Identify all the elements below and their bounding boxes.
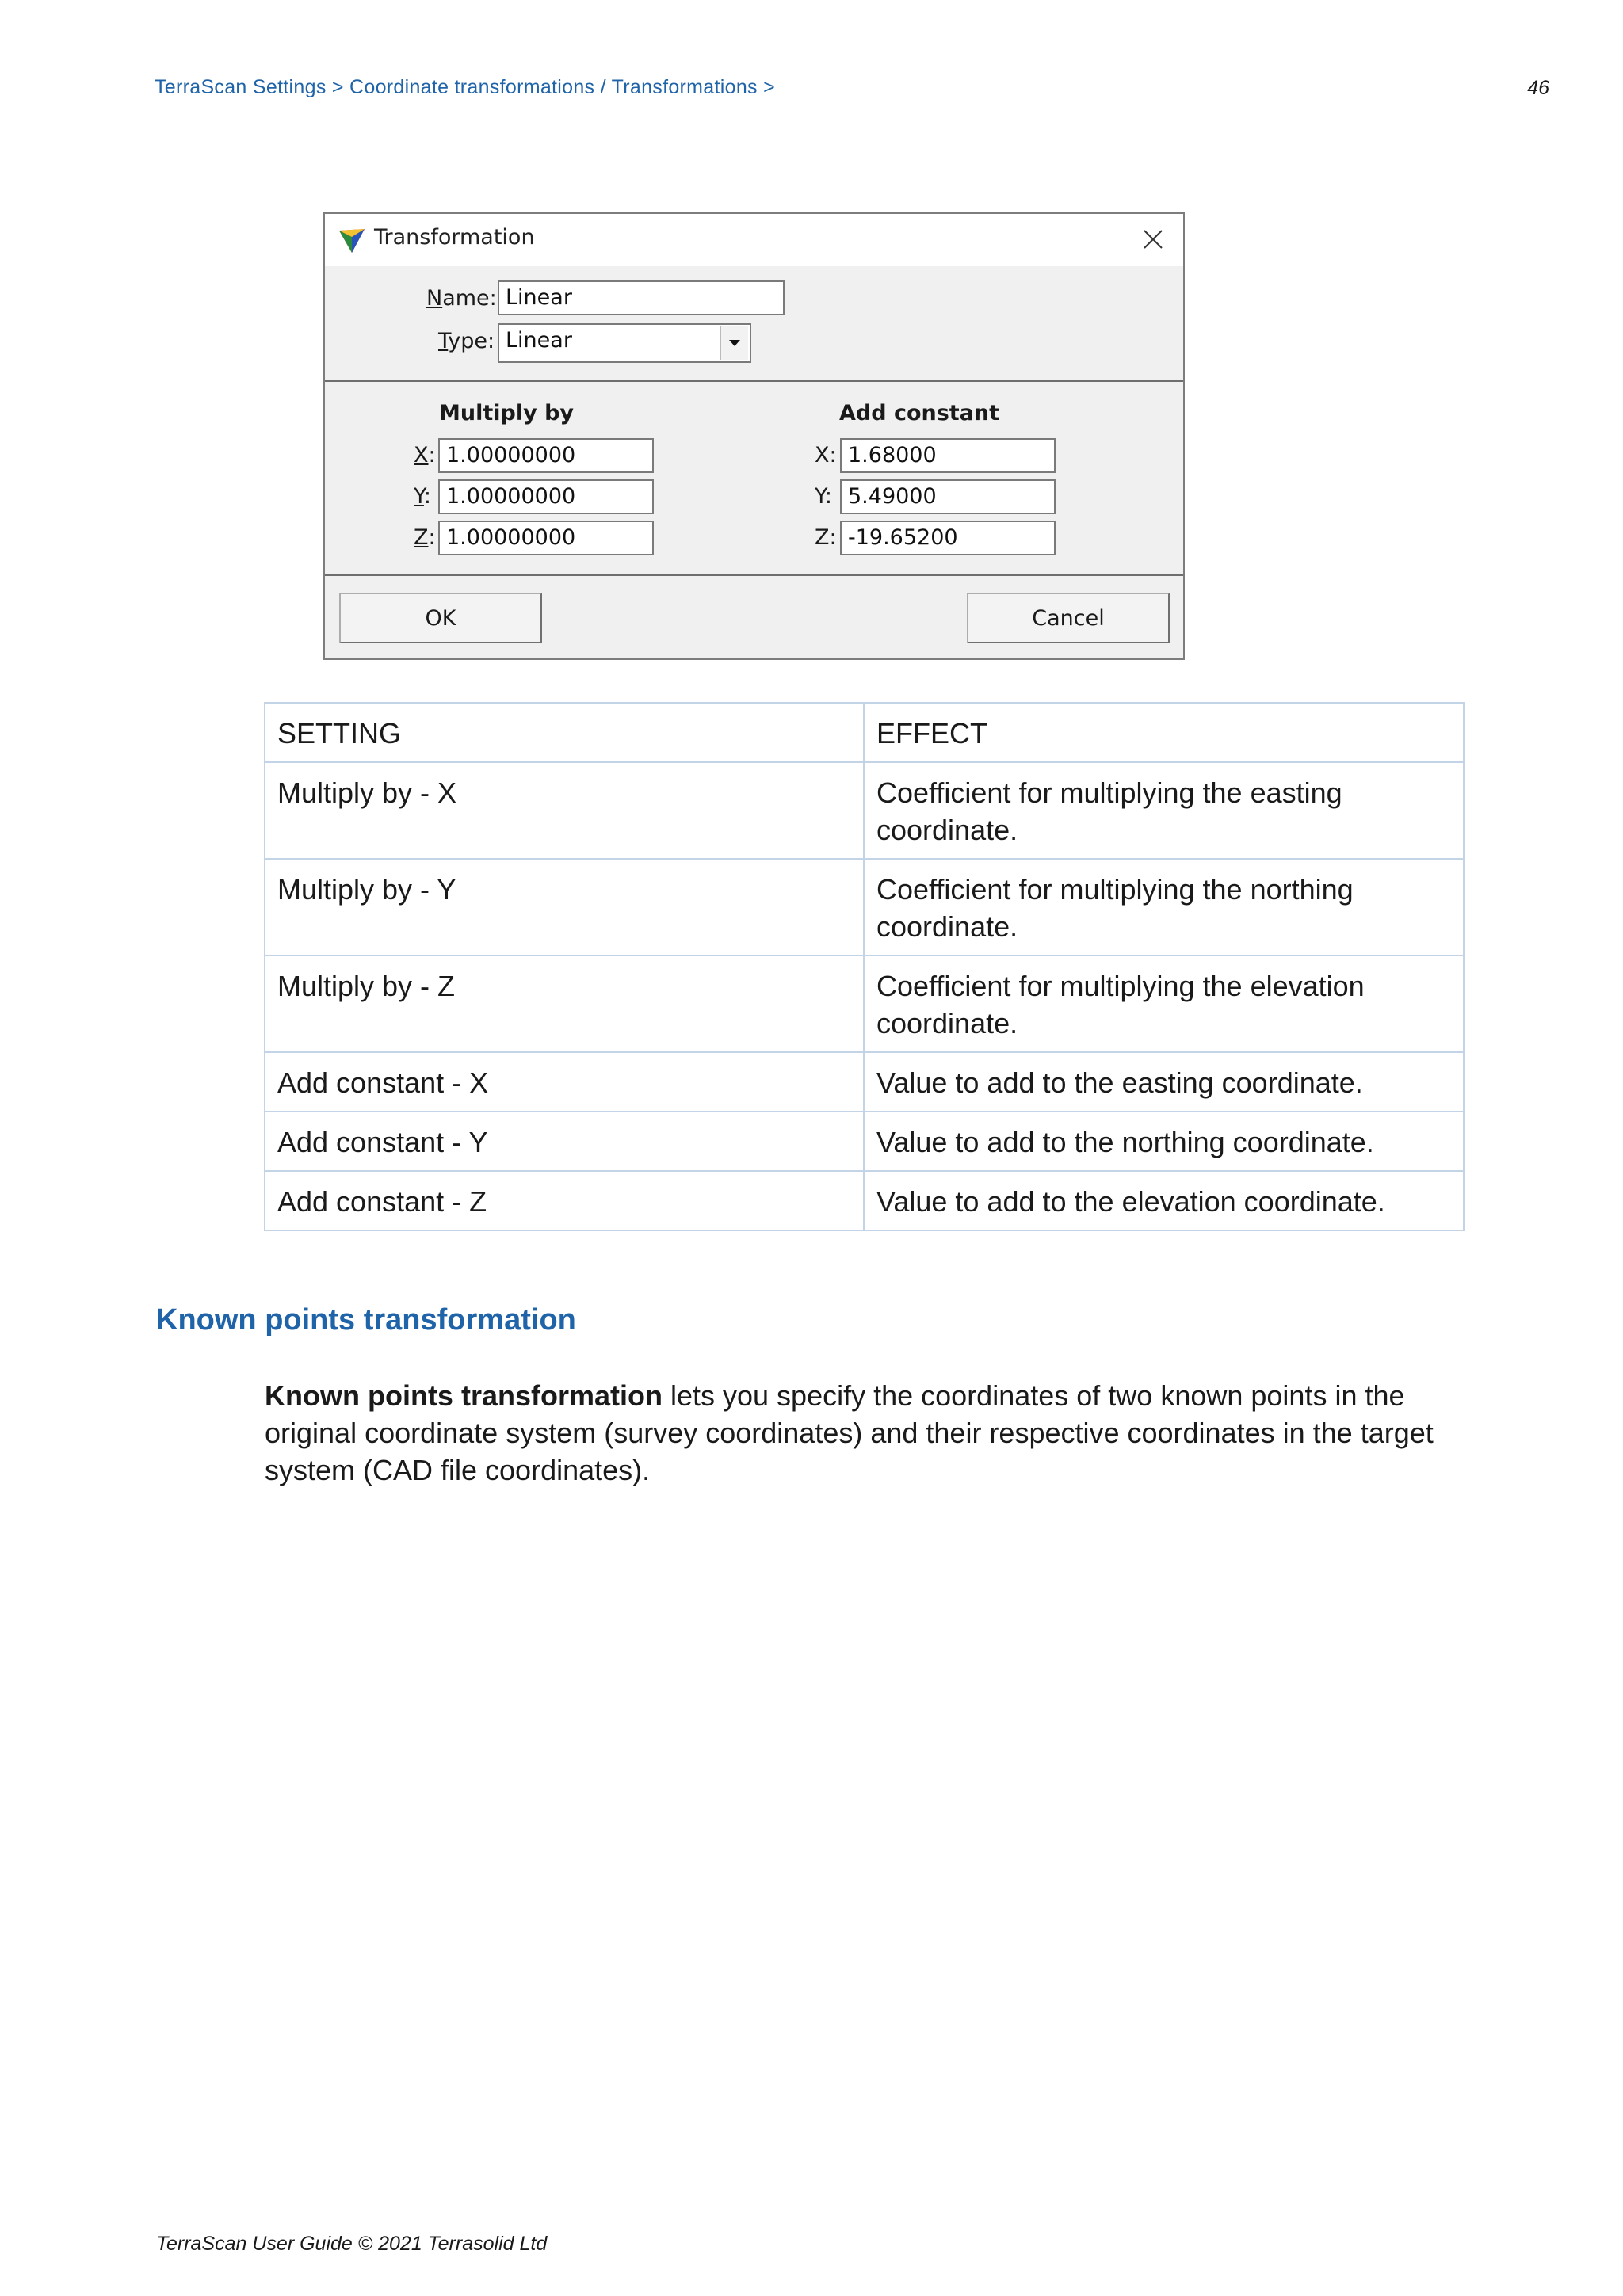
ok-button[interactable]: OK: [339, 593, 542, 643]
table-header-setting: SETTING: [265, 703, 864, 762]
transformation-dialog: [323, 212, 1185, 660]
multiply-y-label: Y:: [414, 484, 432, 509]
table-row: [265, 1112, 1464, 1171]
table-cell-setting: Multiply by - Z: [265, 955, 864, 1052]
add-z-input[interactable]: -19.65200: [840, 521, 1056, 555]
cancel-button[interactable]: Cancel: [967, 593, 1170, 643]
add-y-input[interactable]: 5.49000: [840, 479, 1056, 514]
para-bold-term: Known points transformation: [265, 1379, 663, 1412]
add-z-label: Z:: [815, 525, 837, 550]
table-row: [265, 955, 1464, 1052]
table-cell-effect: Value to add to the elevation coordinate.: [864, 1171, 1464, 1230]
table-cell-setting: Multiply by - Y: [265, 859, 864, 955]
name-input[interactable]: Linear: [498, 280, 785, 315]
table-cell-effect: Coefficient for multiplying the elevation coordinate.: [864, 955, 1464, 1052]
add-constant-heading: Add constant: [839, 401, 1000, 425]
type-select[interactable]: [498, 323, 751, 363]
type-label: Type:: [438, 329, 495, 353]
footer: TerraScan User Guide © 2021 Terrasolid Ltd: [156, 2233, 548, 2255]
close-icon: [1143, 229, 1163, 250]
table-cell-setting: Add constant - Y: [265, 1112, 864, 1171]
add-x-label: X:: [815, 443, 837, 467]
multiply-x-input[interactable]: 1.00000000: [438, 438, 654, 473]
multiply-x-label: X:: [414, 443, 436, 467]
dialog-titlebar: [325, 214, 1183, 266]
close-button[interactable]: [1134, 220, 1172, 258]
table-cell-effect: Coefficient for multiplying the northing coordinate.: [864, 859, 1464, 955]
table-cell-setting: Add constant - Z: [265, 1171, 864, 1230]
section-heading: Known points transformation: [156, 1303, 576, 1337]
section-paragraph: [265, 1377, 1477, 1489]
divider: [325, 574, 1183, 576]
name-label: Name:: [426, 286, 497, 311]
multiply-y-input[interactable]: 1.00000000: [438, 479, 654, 514]
add-y-label: Y:: [815, 484, 833, 509]
multiply-z-input[interactable]: 1.00000000: [438, 521, 654, 555]
chevron-down-icon[interactable]: [720, 326, 748, 360]
para-body: lets you specify the coordinates of two known points in the original coordinate system (survey coordinates) and their respective coordinates in the target system (CAD file coordinates).: [265, 1379, 1434, 1486]
multiply-by-heading: Multiply by: [439, 401, 575, 425]
multiply-z-label: Z:: [414, 525, 436, 550]
table-row: [265, 1052, 1464, 1112]
table-cell-effect: Coefficient for multiplying the easting coordinate.: [864, 762, 1464, 859]
terrascan-logo-icon: [338, 226, 366, 254]
divider: [325, 380, 1183, 382]
add-x-input[interactable]: 1.68000: [840, 438, 1056, 473]
table-cell-setting: Add constant - X: [265, 1052, 864, 1112]
table-header-row: [265, 703, 1464, 762]
name-type-section: [325, 266, 1183, 380]
breadcrumb: TerraScan Settings > Coordinate transformations / Transformations >: [155, 76, 775, 98]
page-number: 46: [1527, 77, 1549, 99]
table-row: [265, 859, 1464, 955]
settings-table: [264, 702, 1465, 1231]
table-cell-effect: Value to add to the northing coordinate.: [864, 1112, 1464, 1171]
dialog-title: Transformation: [374, 225, 535, 250]
table-cell-setting: Multiply by - X: [265, 762, 864, 859]
table-row: [265, 1171, 1464, 1230]
table-cell-effect: Value to add to the easting coordinate.: [864, 1052, 1464, 1112]
type-select-value: Linear: [506, 328, 572, 353]
table-row: [265, 762, 1464, 859]
table-header-effect: EFFECT: [864, 703, 1464, 762]
